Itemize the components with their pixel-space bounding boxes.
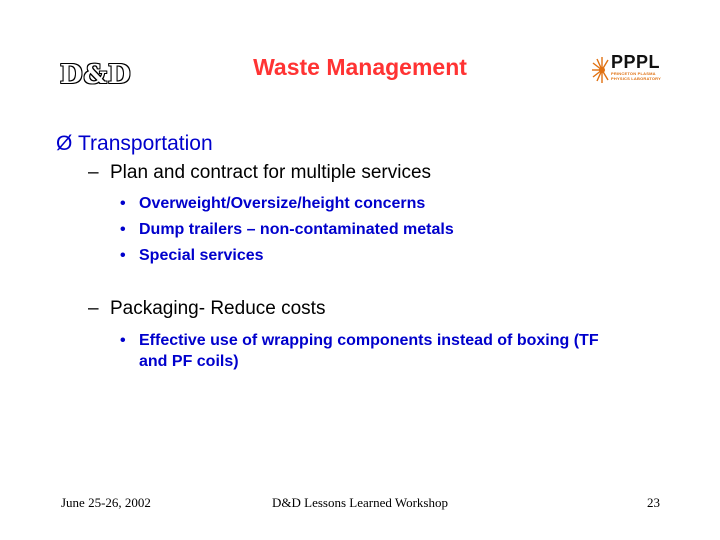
footer-date: June 25-26, 2002 <box>61 495 151 510</box>
bullet-dot: • <box>120 247 126 264</box>
list-item <box>120 330 620 372</box>
section-label <box>88 162 431 184</box>
footer-event: D&D Lessons Learned Workshop <box>272 495 448 510</box>
pppl-logo-text: PPPL <box>611 52 661 72</box>
arrow-bullet-icon: Ø <box>56 132 73 155</box>
pppl-logo-subtitle: PRINCETON PLASMA PHYSICS LABORATORY <box>611 71 661 81</box>
heading-text: Transportation <box>78 132 213 155</box>
slide-title: Waste Management <box>253 54 467 80</box>
dash-bullet: – <box>88 298 99 319</box>
list-item <box>120 219 454 240</box>
list-item-text: Overweight/Oversize/height concerns <box>139 195 426 212</box>
dd-logo: D&D <box>60 60 132 90</box>
section-label <box>88 298 325 320</box>
list-item-text: Special services <box>139 247 264 264</box>
list-item <box>120 245 264 266</box>
bullet-dot: • <box>120 221 126 238</box>
list-item-text: Dump trailers – non-contaminated metals <box>139 221 454 238</box>
heading-transportation <box>56 132 213 156</box>
section-label-text: Plan and contract for multiple services <box>110 162 432 183</box>
section-label-text: Packaging- Reduce costs <box>110 298 326 319</box>
page-number: 23 <box>647 495 660 510</box>
dash-bullet: – <box>88 162 99 183</box>
bullet-dot: • <box>120 195 126 212</box>
bullet-dot: • <box>120 332 126 349</box>
list-item-text: Effective use of wrapping components instead of boxing (TF and PF coils) <box>139 332 599 370</box>
list-item <box>120 193 425 214</box>
